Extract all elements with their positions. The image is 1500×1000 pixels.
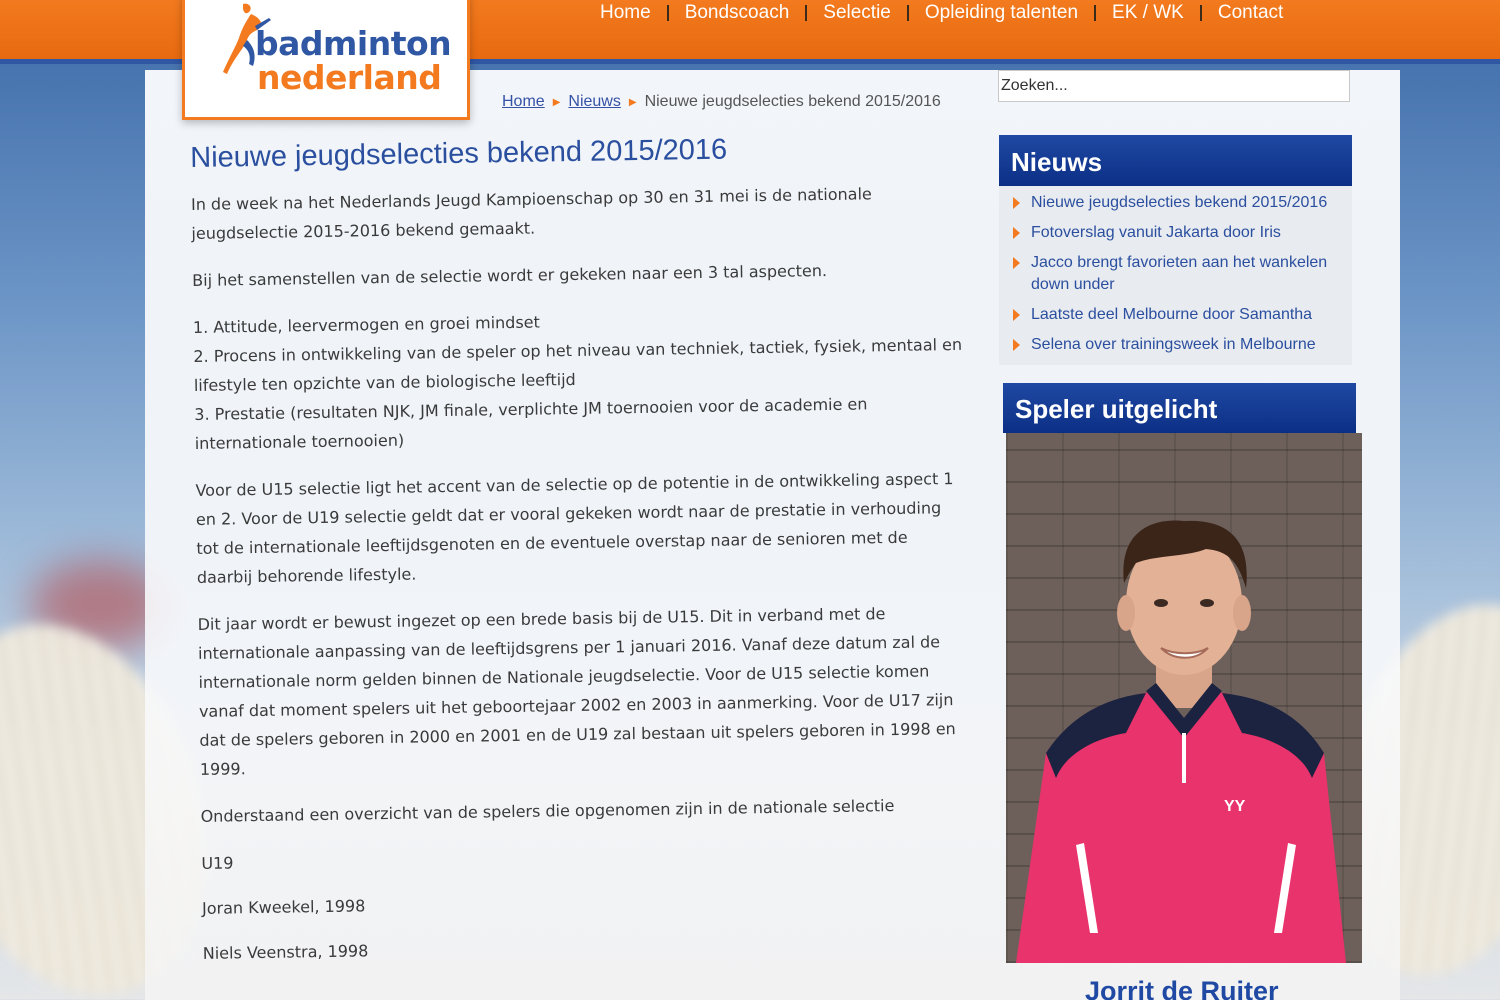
- news-link-label: Fotoverslag vanuit Jakarta door Iris: [1031, 224, 1281, 241]
- news-box-title: Nieuws: [999, 135, 1352, 186]
- news-link[interactable]: [1011, 334, 1340, 356]
- article-paragraph: Dit jaar wordt er bewust ingezet op een brede basis bij de U15. Dit in verband met de internationale aanpassing van de leeftijdsgrens per 1 januari 2016. Vanaf deze datum zal de internationale norm gelden binnen de Nationale jeugdselectie. Voor de U15 selectie komen vanaf dat moment spelers uit het geboortejaar 2002 en 2003 in aanmerking. Voor de U17 zijn dat de spelers geboren in 2000 en 2001 en de U19 zal bestaan uit spelers geboren in 1998 en 1999.: [197, 604, 956, 779]
- search-input[interactable]: [998, 70, 1350, 102]
- arrow-right-icon: [1013, 257, 1020, 269]
- page-title: Nieuwe jeugdselecties bekend 2015/2016: [190, 133, 728, 174]
- breadcrumb: [502, 93, 941, 111]
- featured-box-title: Speler uitgelicht: [1003, 383, 1356, 433]
- main-nav: [584, 0, 1299, 28]
- arrow-right-icon: [1013, 309, 1020, 321]
- news-link[interactable]: [1011, 304, 1340, 326]
- news-link-label: Jacco brengt favorieten aan het wankelen down under: [1031, 254, 1328, 293]
- arrow-right-icon: [1013, 227, 1020, 239]
- article: [190, 128, 973, 984]
- player-entry: Niels Veenstra, 1998: [202, 941, 369, 963]
- nav-home[interactable]: Home: [600, 2, 651, 23]
- news-link-label: Nieuwe jeugdselecties bekend 2015/2016: [1031, 194, 1328, 211]
- news-link[interactable]: [1011, 192, 1340, 214]
- article-paragraph: Onderstaand een overzicht van de spelers die opgenomen zijn in de nationale selectie: [200, 796, 895, 826]
- breadcrumb-home-link[interactable]: Home: [502, 93, 545, 110]
- breadcrumb-current: Nieuwe jeugdselecties bekend 2015/2016: [644, 93, 941, 110]
- group-label: U19: [201, 853, 234, 873]
- logo-text-nederland: nederland: [257, 58, 442, 97]
- chevron-right-icon: ▶: [628, 96, 637, 108]
- chevron-right-icon: ▶: [552, 96, 561, 108]
- news-list: [999, 186, 1352, 356]
- player-portrait-image: [1006, 433, 1362, 963]
- breadcrumb-news-link[interactable]: Nieuws: [568, 93, 621, 110]
- nav-ek-wk[interactable]: EK / WK: [1112, 2, 1184, 23]
- criteria-item: 3. Prestatie (resultaten NJK, JM finale, verplichte JM toernooien voor de academie en internationale toernooien): [194, 394, 868, 453]
- site-logo[interactable]: [182, 0, 470, 120]
- news-link[interactable]: [1011, 252, 1340, 296]
- criteria-item: 1. Attitude, leervermogen en groei mindset: [192, 312, 540, 337]
- svg-text:YY: YY: [1224, 798, 1246, 815]
- article-paragraph: Bij het samenstellen van de selectie wordt er gekeken naar een 3 tal aspecten.: [192, 261, 828, 290]
- nav-bondscoach[interactable]: Bondscoach: [684, 2, 790, 23]
- player-photo[interactable]: [1006, 433, 1362, 963]
- article-paragraph: In de week na het Nederlands Jeugd Kampioenschap op 30 en 31 mei is de nationale jeugdselectie 2015-2016 bekend gemaakt.: [190, 184, 872, 243]
- criteria-item: 2. Procens in ontwikkeling van de speler op het niveau van techniek, tactiek, fysiek, mentaal en lifestyle ten opzichte van de biologische leeftijd: [193, 334, 963, 395]
- nav-opleiding-talenten[interactable]: Opleiding talenten: [924, 2, 1079, 23]
- player-entry: Joran Kweekel, 1998: [201, 896, 366, 918]
- news-link[interactable]: [1011, 222, 1340, 244]
- news-link-label: Selena over trainingsweek in Melbourne: [1031, 336, 1316, 353]
- news-link-label: Laatste deel Melbourne door Samantha: [1031, 306, 1313, 323]
- logo-text-badminton: badminton: [255, 24, 452, 63]
- article-paragraph: Voor de U15 selectie ligt het accent van de selectie op de potentie in de ontwikkeling aspect 1 en 2. Voor de U19 selectie geldt dat er vooral gekeken wordt naar de prestatie in verhouding tot de internationale leeftijdsgenoten en de eventuele overstap naar de senioren met de daarbij behorende lifestyle.: [195, 469, 954, 587]
- news-sidebar: [999, 135, 1352, 365]
- arrow-right-icon: [1013, 339, 1020, 351]
- featured-player-name[interactable]: Jorrit de Ruiter: [1085, 976, 1279, 1000]
- featured-player-box: [1003, 383, 1356, 1000]
- nav-contact[interactable]: Contact: [1217, 2, 1284, 23]
- nav-selectie[interactable]: Selectie: [823, 2, 891, 23]
- criteria-list: [193, 301, 965, 458]
- arrow-right-icon: [1013, 197, 1020, 209]
